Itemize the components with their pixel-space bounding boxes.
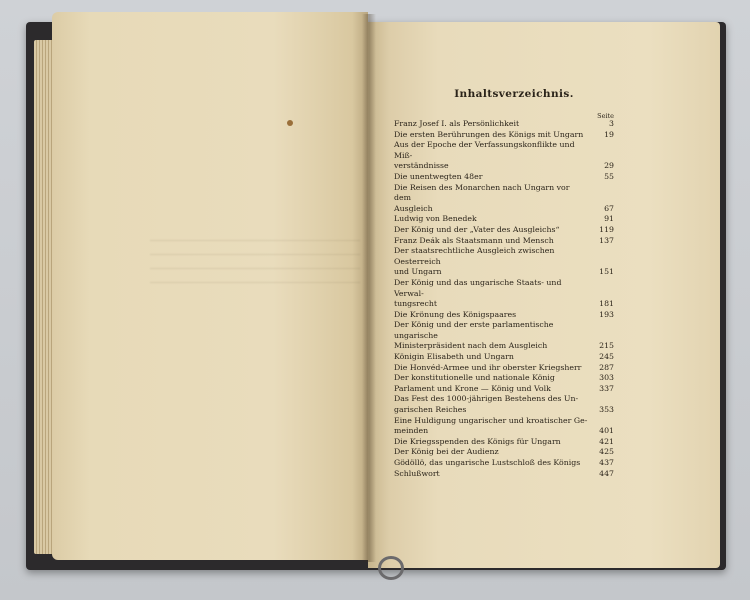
toc-entry-page: 437 xyxy=(599,458,614,467)
toc-entry-page: 193 xyxy=(599,309,614,319)
toc-entry xyxy=(394,373,614,384)
toc-entry-page: 353 xyxy=(599,405,614,415)
toc-entry xyxy=(394,214,614,225)
toc-entry xyxy=(394,384,614,395)
toc-entry-page: 91 xyxy=(604,214,614,224)
toc-entry-page: 401 xyxy=(599,426,614,436)
toc-entry-page: 67 xyxy=(604,203,614,213)
show-through-text xyxy=(150,232,360,292)
page-edges xyxy=(34,40,54,554)
toc-entry-title: Parlament und Krone — König und Volk xyxy=(394,383,551,393)
toc-entry-page: 215 xyxy=(599,341,614,351)
toc-entry-title: Das Fest des 1000-jährigen Bestehens des Un- garischen Reiches xyxy=(394,394,579,415)
toc-entry xyxy=(394,310,614,321)
toc-entry-page: 287 xyxy=(599,362,614,372)
toc-entry-title: Die Krönung des Königspaares xyxy=(394,309,517,319)
toc-entry xyxy=(394,320,614,352)
toc-entry-page: 425 xyxy=(599,447,614,457)
toc-entry xyxy=(394,352,614,363)
toc-entry-page: 303 xyxy=(599,373,614,383)
toc-entry xyxy=(394,469,614,480)
toc-entry-page: 19 xyxy=(604,129,614,139)
toc-entry-page: 447 xyxy=(599,468,614,478)
toc-entry-title: Der König und das ungarische Staats- und Verwal- tungsrecht xyxy=(394,277,562,309)
toc-entry-page: 337 xyxy=(599,383,614,393)
toc-entry xyxy=(394,183,614,215)
toc-entry-title: Der König bei der Audienz xyxy=(394,447,499,457)
toc-entry xyxy=(394,225,614,236)
page-column-label: Seite xyxy=(597,112,614,120)
toc-entry-page: 55 xyxy=(604,171,614,181)
book-clasp xyxy=(378,556,404,580)
toc-entry xyxy=(394,458,614,469)
toc-entry-title: Franz Deák als Staatsmann und Mensch xyxy=(394,235,554,245)
toc-entry xyxy=(394,236,614,247)
toc-entry-title: Eine Huldigung ungarischer und kroatischer Ge- meinden xyxy=(394,415,588,436)
toc-entry-title: Schlußwort xyxy=(394,468,440,478)
toc-entry xyxy=(394,246,614,278)
toc-entry xyxy=(394,140,614,172)
toc-entry xyxy=(394,416,614,437)
toc-entry-title: Der König und der erste parlamentische ungarische Ministerpräsident nach dem Ausgleich xyxy=(394,320,554,351)
toc-entry xyxy=(394,130,614,141)
toc-entry-title: Franz Josef I. als Persönlichkeit xyxy=(394,119,520,128)
toc-entry-title: Die Honvéd-Armee und ihr oberster Kriegsherr xyxy=(394,362,582,372)
toc-entry-title: Gödöllö, das ungarische Lustschloß des Königs xyxy=(394,458,581,467)
book-gutter xyxy=(362,14,376,562)
toc-entry-title: Königin Elisabeth und Ungarn xyxy=(394,352,514,362)
toc-entry-page: 181 xyxy=(599,299,614,309)
toc-entry xyxy=(394,437,614,448)
toc-entry-title: Der konstitutionelle und nationale König xyxy=(394,373,555,383)
toc-entry xyxy=(394,363,614,374)
toc-entry-page: 421 xyxy=(599,436,614,446)
toc-entry xyxy=(394,394,614,415)
toc-entry xyxy=(394,447,614,458)
paper-stain xyxy=(287,120,293,126)
toc-entry-title: Die Kriegsspenden des Königs für Ungarn xyxy=(394,436,561,446)
toc-entry-title: Die unentwegten 48er xyxy=(394,171,483,181)
toc-entries xyxy=(394,119,614,479)
toc-entry-title: Der König und der „Vater des Ausgleichs“ xyxy=(394,224,560,234)
toc-entry xyxy=(394,119,614,130)
toc-entry xyxy=(394,278,614,310)
toc-entry-page: 3 xyxy=(609,119,614,128)
toc-entry-title: Aus der Epoche der Verfassungskonflikte und Miß- verständnisse xyxy=(394,140,575,171)
toc-entry-page: 119 xyxy=(599,224,614,234)
toc-entry-page: 151 xyxy=(599,267,614,277)
toc-entry-page: 245 xyxy=(599,352,614,362)
toc-entry-page: 29 xyxy=(604,161,614,171)
toc-entry xyxy=(394,172,614,183)
toc-entry-title: Die ersten Berührungen des Königs mit Ungarn xyxy=(394,129,584,139)
toc-entry-page: 137 xyxy=(599,235,614,245)
table-of-contents xyxy=(394,88,614,478)
toc-title: Inhaltsverzeichnis. xyxy=(454,88,574,100)
toc-entry-title: Der staatsrechtliche Ausgleich zwischen Oesterreich und Ungarn xyxy=(394,246,555,277)
toc-entry-title: Ludwig von Benedek xyxy=(394,214,477,224)
toc-entry-title: Die Reisen des Monarchen nach Ungarn vor dem Ausgleich xyxy=(394,182,570,213)
